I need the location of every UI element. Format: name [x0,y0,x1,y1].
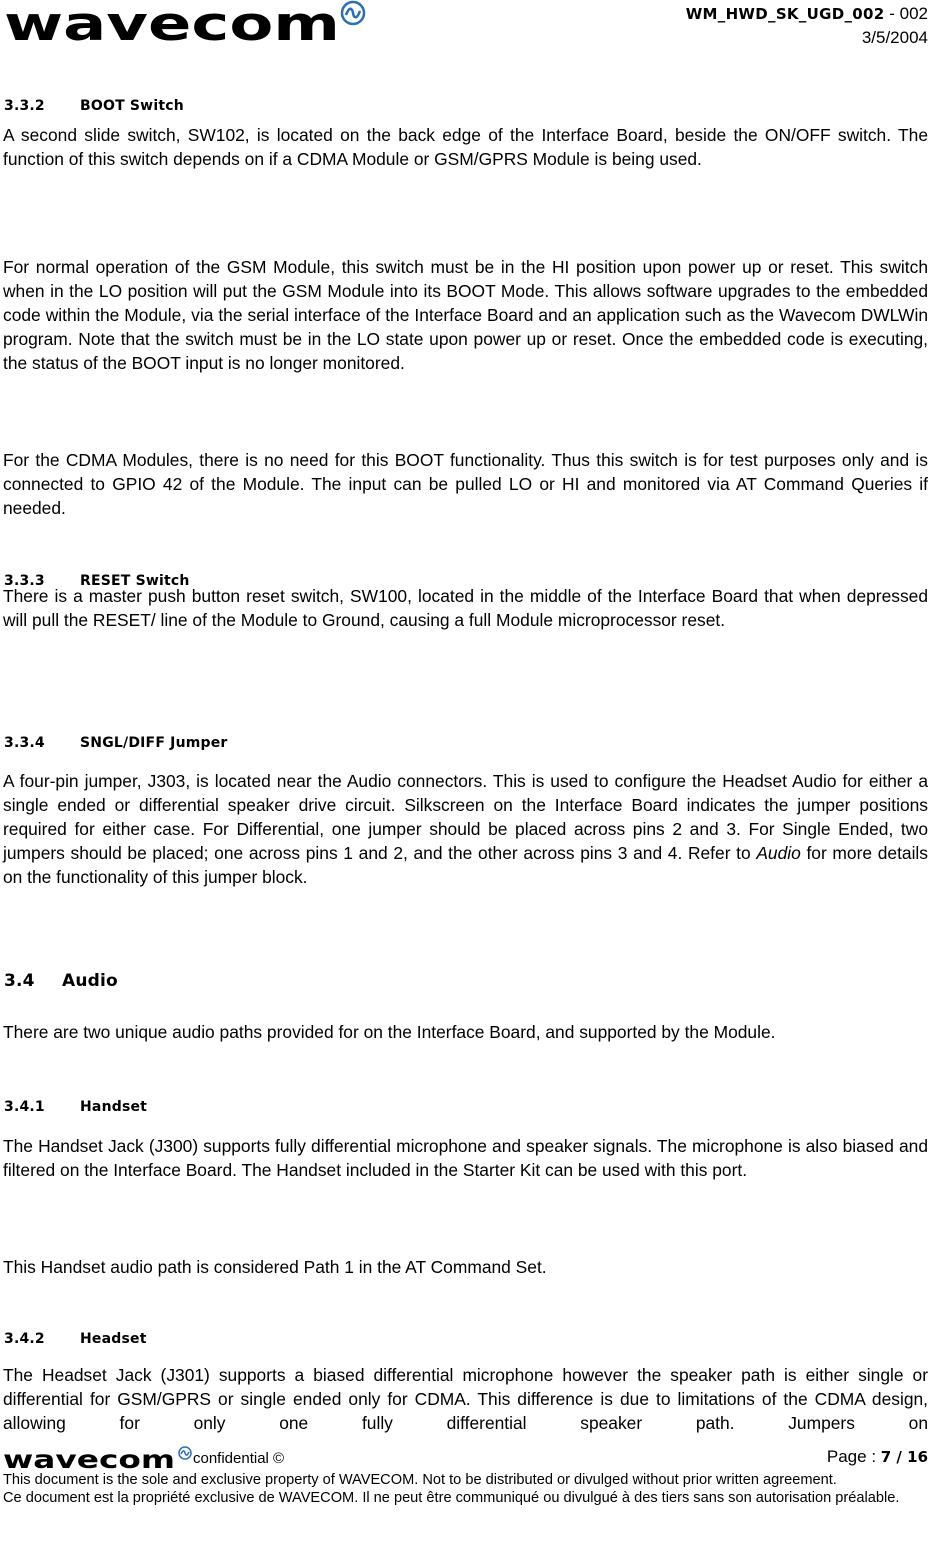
doc-ref-code: WM_HWD_SK_UGD_002 [685,5,885,23]
footer-logo-wordmark: wavecom [3,1446,176,1471]
page-label: Page : [826,1447,881,1466]
section-number: 3.4.1 [4,1099,45,1115]
paragraph-text: A four-pin jumper, J303, is located near the Audio connectors. This is used to configure the Headset Audio for either a single ended or differential speaker drive circuit. Silkscreen on the Interface Board indicates the jumper positions required for either case. For Differential, one jumper should be placed across pins 2 and 3. For Single Ended, two jumpers should be placed; one across pins 1 and 2, and the other across pins 3 and 4. Refer to [3,771,928,863]
section-title: Headset [80,1331,147,1347]
section-title: Audio [62,971,118,991]
section-heading-sngl-diff-jumper [4,735,228,751]
footer-wavecom-logo [3,1446,193,1471]
paragraph: This Handset audio path is considered Path 1 in the AT Command Set. [3,1257,547,1277]
section-heading-handset [4,1099,147,1115]
paragraph-text: for more details on the functionality of this jumper block. [3,843,928,887]
paragraph: There is a master push button reset switch, SW100, located in the middle of the Interface Board that when depressed will pull the RESET/ line of the Module to Ground, causing a full Module microprocessor reset. [3,586,928,630]
section-number: 3.3.4 [4,735,45,751]
document-reference [686,2,928,50]
paragraph: There are two unique audio paths provided for on the Interface Board, and supported by the Module. [3,1022,776,1042]
page-indicator [827,1447,928,1467]
paragraph: For the CDMA Modules, there is no need for this BOOT functionality. Thus this switch is for test purposes only and is connected to GPIO 42 of the Module. The input can be pulled LO or HI and monitored via AT Command Queries if needed. [3,450,928,518]
section-title: Handset [80,1099,148,1115]
doc-ref-suffix: - 002 [884,4,928,23]
notice-french: Ce document est la propriété exclusive de WAVECOM. Il ne peut être communiqué ou divulgué à des tiers sans son autorisation préalable. [3,1489,900,1506]
footer-wave-icon [179,1447,191,1459]
page-number: 7 / 16 [880,1448,928,1466]
paragraph: A second slide switch, SW102, is located on the back edge of the Interface Board, beside the ON/OFF switch. The function of this switch depends on if a CDMA Module or GSM/GPRS Module is being used. [3,125,928,169]
section-number: 3.4 [4,971,35,991]
section-heading-boot-switch [4,98,184,114]
section-title: BOOT Switch [80,98,184,114]
paragraph [3,769,928,889]
section-heading-headset [4,1331,147,1347]
doc-date: 3/5/2004 [861,28,928,47]
wave-icon [342,2,364,24]
notice-english: This document is the sole and exclusive property of WAVECOM. Not to be distributed or divulged without prior written agreement. [3,1472,837,1488]
paragraph: The Handset Jack (J300) supports fully differential microphone and speaker signals. The microphone is also biased and filtered on the Interface Board. The Handset included in the Starter Kit can be used with this port. [3,1136,928,1180]
wavecom-logo [4,0,366,46]
audio-reference: Audio [756,843,801,863]
logo-wordmark: wavecom [4,0,340,46]
paragraph: For normal operation of the GSM Module, this switch must be in the HI position upon power up or reset. This switch when in the LO position will put the GSM Module into its BOOT Mode. This allows software upgrades to the embedded code within the Module, via the serial interface of the Interface Board and an application such as the Wavecom DWLWin program. Note that the switch must be in the LO state upon power up or reset. Once the embedded code is executing, the status of the BOOT input is no longer monitored. [3,257,928,373]
section-number: 3.3.3 [4,573,45,589]
section-title: SNGL/DIFF Jumper [80,735,228,751]
page-footer [3,1446,928,1507]
paragraph: The Headset Jack (J301) supports a biased differential microphone however the speaker path is either single or differential for GSM/GPRS or single ended only for CDMA. This difference is due to limitations of the CDMA design, allowing for only one fully differential speaker path. Jumpers on [3,1365,928,1433]
section-title: RESET Switch [80,573,190,589]
section-heading-audio [4,971,118,991]
section-number: 3.4.2 [4,1331,45,1347]
confidential-label: confidential © [193,1450,285,1467]
section-number: 3.3.2 [4,98,45,114]
